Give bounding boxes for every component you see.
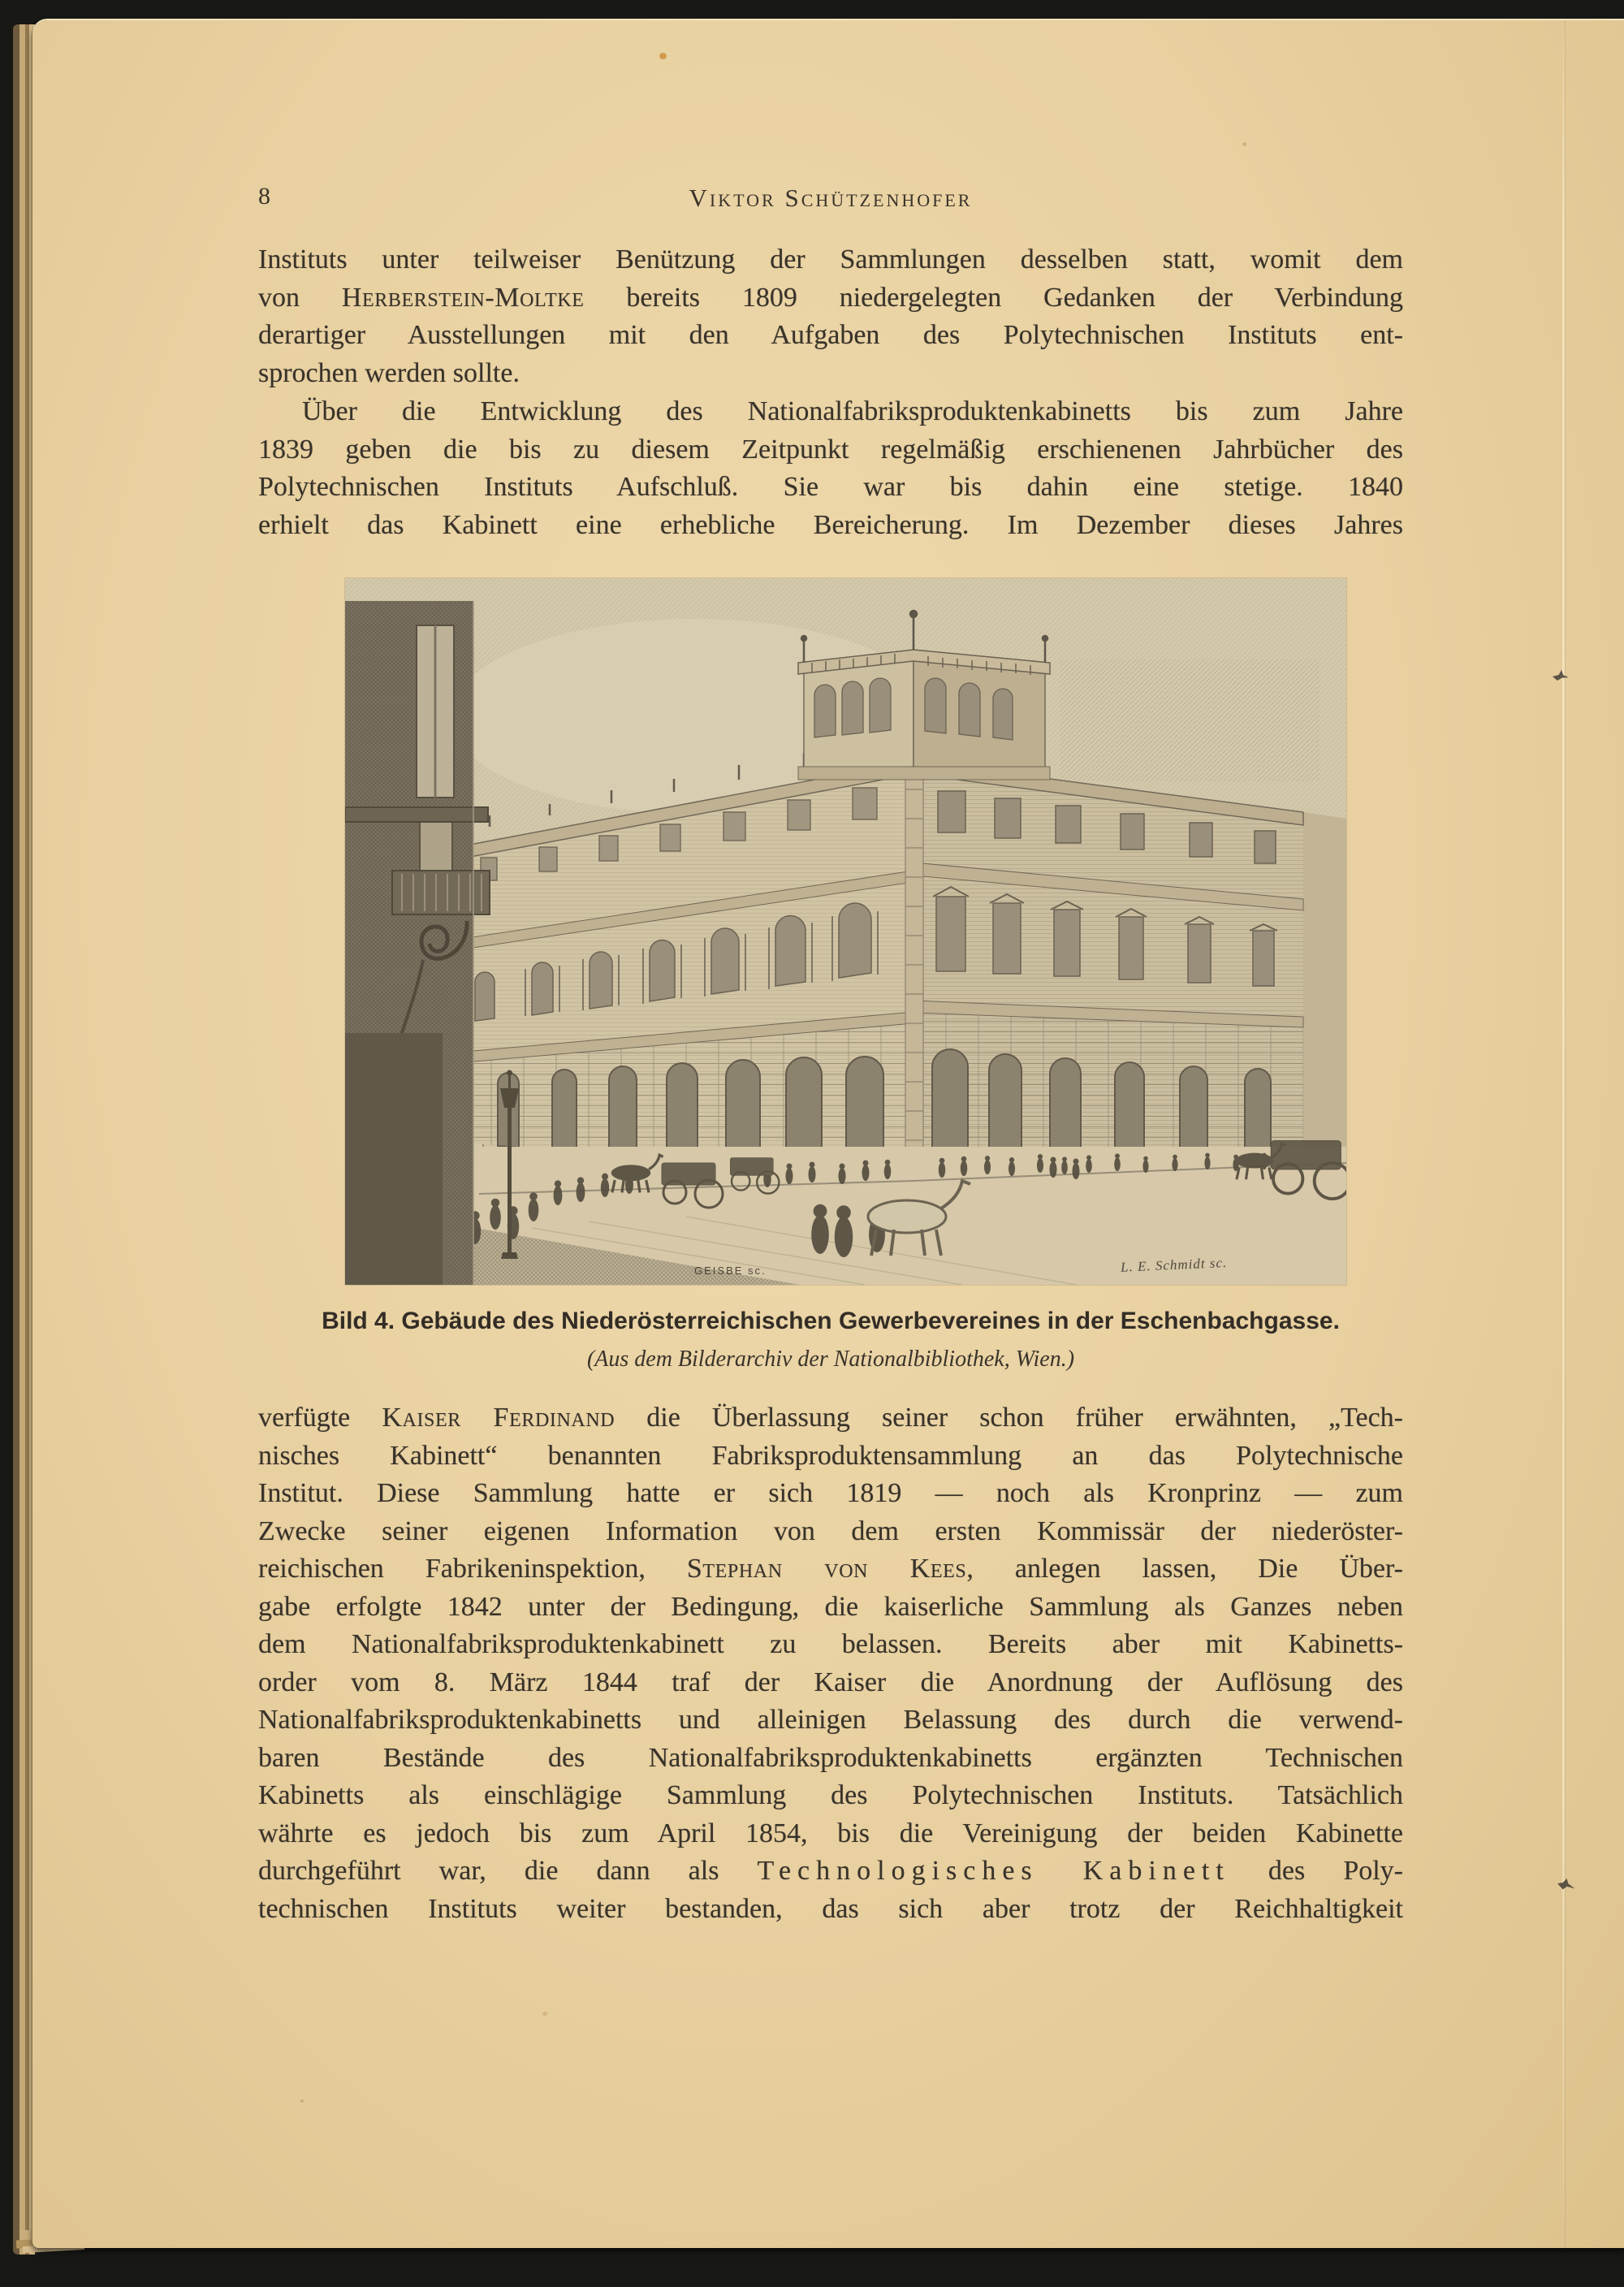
text-line: Polytechnischen Instituts Aufschluß. Sie war bis dahin eine stetige. 1840: [258, 472, 1403, 502]
artist-signature: L. E. Schmidt sc.: [1120, 1255, 1228, 1275]
text-line: dem Nationalfabriksproduktenkabinett zu belassen. Bereits aber mit Kabinetts-: [258, 1629, 1403, 1659]
text-line: Nationalfabriksproduktenkabinetts und alleinigen Belassung des durch die verwend-: [258, 1705, 1403, 1735]
text-line: Kabinetts als einschlägige Sammlung des Polytechnischen Instituts. Tatsächlich: [258, 1780, 1403, 1810]
foxing-spot: [300, 2099, 304, 2103]
text-line: derartiger Ausstellungen mit den Aufgaben des Polytechnischen Instituts ent-: [258, 320, 1403, 350]
text-line: baren Bestände des Nationalfabriksproduktenkabinetts ergänzten Technischen: [258, 1742, 1403, 1773]
engraver-signature: GEISBE sc.: [694, 1265, 767, 1277]
foxing-spot: [659, 53, 667, 59]
text-line: erhielt das Kabinett eine erhebliche Bereicherung. Im Dezember dieses Jahres: [258, 509, 1403, 540]
text-line: sprochen werden sollte.: [258, 357, 520, 388]
text-line: verfügte Kaiser Ferdinand die Überlassung seiner schon früher erwähnten, „Tech-: [258, 1403, 1403, 1433]
paragraph-2: [258, 393, 1403, 544]
text-line: von Herberstein-Moltke bereits 1809 niedergelegten Gedanken der Verbindung: [258, 282, 1403, 313]
text-line: order vom 8. März 1844 traf der Kaiser die Anordnung der Auflösung des: [258, 1667, 1403, 1697]
figure-caption-source: (Aus dem Bilderarchiv der Nationalbibliothek, Wien.): [586, 1347, 1075, 1372]
text-line: durchgeführt war, die dann als Technologisches Kabinett des Poly-: [258, 1856, 1403, 1886]
text-line: Über die Entwicklung des Nationalfabriksproduktenkabinetts bis zum Jahre: [302, 396, 1403, 426]
ink-blemish: [1553, 670, 1569, 681]
building-engraving: [345, 578, 1346, 1285]
running-head: Viktor Schützenhofer: [689, 184, 973, 212]
text-line: reichischen Fabrikeninspektion, Stephan von Kees, anlegen lassen, Die Über-: [258, 1554, 1403, 1584]
figure-bild-4: [345, 578, 1346, 1285]
page-number: 8: [258, 183, 270, 210]
text-line: währte es jedoch bis zum April 1854, bis die Vereinigung der beiden Kabinette: [258, 1818, 1403, 1848]
text-line: Institut. Diese Sammlung hatte er sich 1819 — noch als Kronprinz — zum: [258, 1478, 1403, 1508]
text-line: Instituts unter teilweiser Benützung der Sammlungen desselben statt, womit dem: [258, 244, 1403, 275]
foxing-spot: [1242, 142, 1246, 146]
text-line: Zwecke seiner eigenen Information von dem ersten Kommissär der niederöster-: [258, 1515, 1403, 1546]
ink-blemish: [1557, 1878, 1576, 1891]
paragraph-3: [258, 1399, 1403, 1928]
text-line: gabe erfolgte 1842 unter der Bedingung, die kaiserliche Sammlung als Ganzes neben: [258, 1591, 1403, 1622]
text-line: technischen Instituts weiter bestanden, das sich aber trotz der Reichhaltigkeit: [258, 1893, 1403, 1924]
paper-crease: [1562, 20, 1565, 2248]
book-page: [32, 20, 1624, 2248]
foxing-spot: [542, 2012, 547, 2016]
text-line: nisches Kabinett“ benannten Fabriksproduktensammlung an das Polytechnische: [258, 1440, 1403, 1471]
text-line: 1839 geben die bis zu diesem Zeitpunkt regelmäßig erschienenen Jahrbücher des: [258, 434, 1403, 465]
paragraph-1: [258, 241, 1403, 392]
figure-caption: Bild 4. Gebäude des Niederösterreichischen Gewerbevereines in der Eschenbachgasse.: [322, 1308, 1340, 1334]
